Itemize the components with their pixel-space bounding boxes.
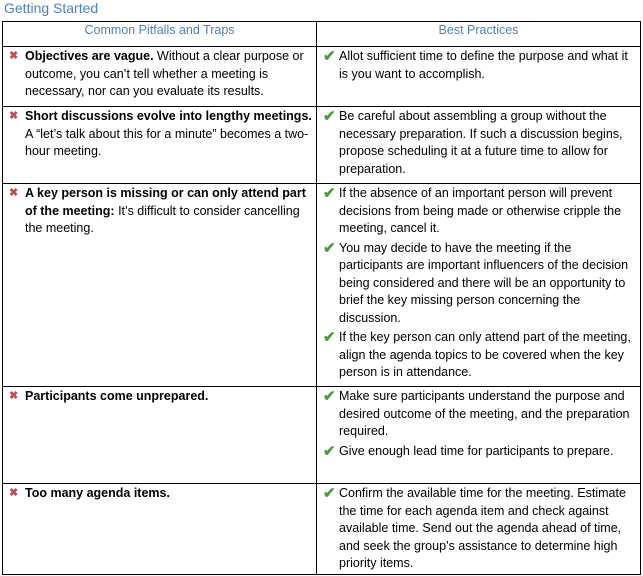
pitfall-description: It’s difficult to consider cancelling the meeting. — [25, 203, 300, 235]
check-mark-icon: ✔ — [323, 108, 336, 125]
table-row — [3, 184, 641, 387]
pitfall-title: Short discussions evolve into lengthy meetings. — [25, 109, 312, 123]
practice-cell — [317, 484, 641, 575]
practice-text: Make sure participants understand the purpose and desired outcome of the meeting, and the preparation required. — [339, 389, 630, 438]
practice-item — [323, 485, 636, 573]
table-row — [3, 107, 641, 184]
pitfall-cell — [3, 184, 317, 387]
table-header-row — [3, 22, 641, 47]
pitfall-title: Too many agenda items. — [25, 486, 170, 500]
practice-item — [323, 48, 636, 83]
practice-text: Allot sufficient time to define the purpose and what it is you want to accomplish. — [339, 49, 628, 81]
x-mark-icon: ✖ — [9, 50, 19, 62]
pitfall-text — [25, 108, 312, 161]
pitfall-text — [25, 185, 312, 238]
practice-item — [323, 240, 636, 328]
practice-item — [323, 329, 636, 382]
pitfall-text — [25, 485, 312, 503]
practice-text: Confirm the available time for the meeting. Estimate the time for each agenda item and check against available time. Send out the agenda ahead of time, and seek the group’s assistance to determine high priority items. — [339, 486, 626, 570]
section-title: Getting Started — [4, 0, 99, 16]
pitfall-title: A key person is missing or can only attend part of the meeting: — [25, 186, 306, 218]
practice-cell — [317, 387, 641, 484]
practice-cell — [317, 184, 641, 387]
pitfalls-practices-table — [2, 21, 641, 575]
table-row — [3, 387, 641, 484]
table-row — [3, 484, 641, 575]
check-mark-icon: ✔ — [323, 239, 336, 257]
pitfall-description: A “let’s talk about this for a minute” becomes a two-hour meeting. — [25, 126, 309, 158]
pitfall-text — [25, 48, 312, 101]
practices-column-header: Best Practices — [317, 22, 641, 47]
check-mark-icon: ✔ — [323, 485, 336, 502]
pitfall-title: Objectives are vague. — [25, 49, 154, 63]
practice-item — [323, 388, 636, 441]
x-mark-icon: ✖ — [9, 110, 19, 122]
x-mark-icon: ✖ — [9, 487, 19, 499]
x-mark-icon: ✖ — [9, 187, 19, 199]
pitfalls-column-header: Common Pitfalls and Traps — [3, 22, 317, 47]
check-mark-icon: ✔ — [323, 388, 336, 405]
check-mark-icon: ✔ — [323, 185, 336, 202]
check-mark-icon: ✔ — [323, 48, 336, 65]
pitfall-cell — [3, 484, 317, 575]
x-mark-icon: ✖ — [9, 390, 19, 402]
practice-text: Be careful about assembling a group without the necessary preparation. If such a discussion begins, propose scheduling it at a future time to allow for preparation. — [339, 109, 623, 176]
practice-text: Give enough lead time for participants to prepare. — [339, 443, 614, 458]
practice-text: If the absence of an important person will prevent decisions from being made or otherwise cripple the meeting, cancel it. — [339, 186, 622, 235]
pitfall-title: Participants come unprepared. — [25, 389, 209, 403]
practice-item — [323, 443, 636, 461]
pitfall-text — [25, 388, 312, 406]
pitfall-cell — [3, 107, 317, 184]
practice-item — [323, 185, 636, 238]
practice-item — [323, 108, 636, 178]
pitfall-cell — [3, 47, 317, 107]
check-mark-icon: ✔ — [323, 442, 336, 460]
pitfall-cell — [3, 387, 317, 484]
practice-cell — [317, 107, 641, 184]
practice-text: If the key person can only attend part of the meeting, align the agenda topics to be covered when the key person is in attendance. — [339, 330, 631, 379]
check-mark-icon: ✔ — [323, 329, 336, 346]
pitfall-description: Without a clear purpose or outcome, you can’t tell whether a meeting is necessary, nor can you evaluate its results. — [25, 49, 304, 98]
table-row — [3, 47, 641, 107]
practice-text: You may decide to have the meeting if the participants are important influencers of the decision being considered and there will be an opportunity to brief the key missing person concerning the discussion. — [339, 240, 629, 325]
practice-cell — [317, 47, 641, 107]
